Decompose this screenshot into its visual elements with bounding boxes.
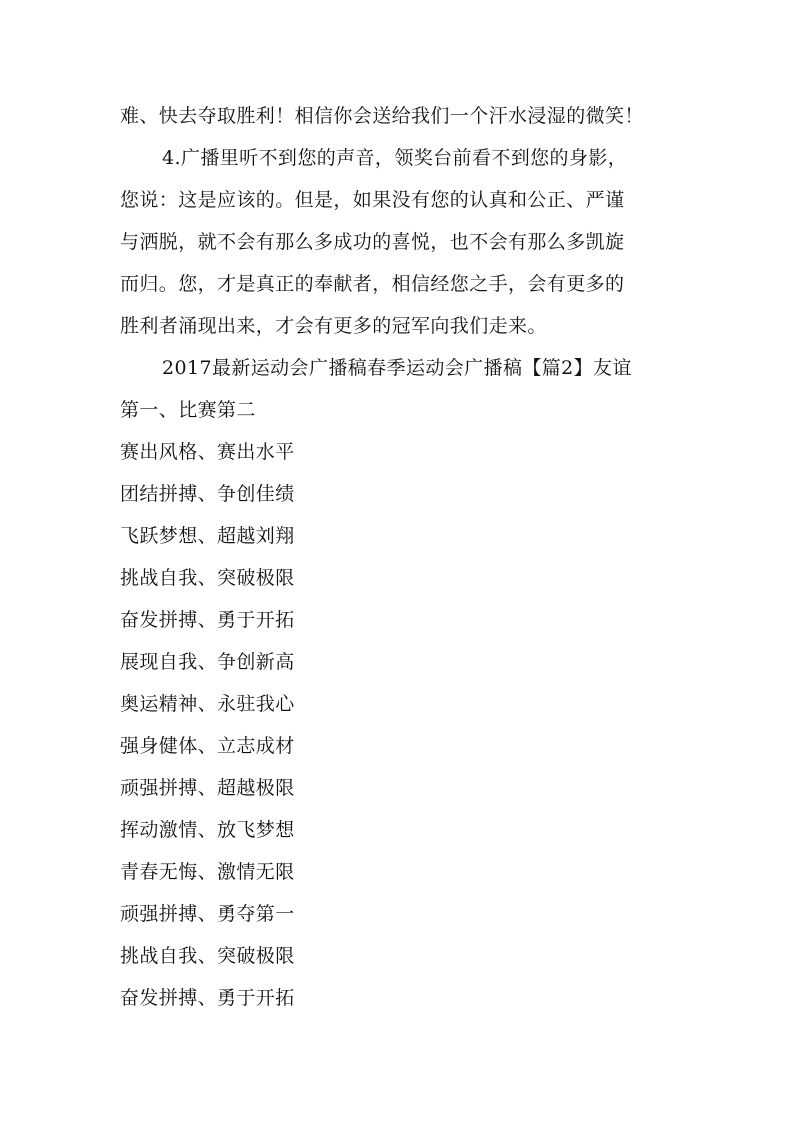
slogan-line: 奋发拼搏、勇于开拓 [120, 987, 295, 1009]
slogan-line: 奋发拼搏、勇于开拓 [120, 609, 295, 631]
paragraph-line-6: 胜利者涌现出来，才会有更多的冠军向我们走来。 [120, 315, 547, 337]
slogan-line: 第一、比赛第二 [120, 399, 256, 421]
slogan-line: 顽强拼搏、勇夺第一 [120, 903, 295, 925]
paragraph-line-3: 您说：这是应该的。但是，如果没有您的认真和公正、严谨 [120, 189, 625, 211]
paragraph-line-1: 难、快去夺取胜利！相信你会送给我们一个汗水浸湿的微笑！ [120, 105, 644, 127]
slogan-line: 团结拼搏、争创佳绩 [120, 483, 295, 505]
slogan-line: 奥运精神、永驻我心 [120, 693, 295, 715]
paragraph-line-4: 与洒脱，就不会有那么多成功的喜悦，也不会有那么多凯旋 [120, 231, 625, 253]
slogan-line: 赛出风格、赛出水平 [120, 441, 295, 463]
paragraph-line-2: 4.广播里听不到您的声音，领奖台前看不到您的身影， [162, 147, 628, 169]
slogan-line: 挑战自我、突破极限 [120, 567, 295, 589]
slogan-line: 展现自我、争创新高 [120, 651, 295, 673]
slogan-line: 顽强拼搏、超越极限 [120, 777, 295, 799]
section-heading-line: 2017最新运动会广播稿春季运动会广播稿【篇2】友谊 [162, 357, 632, 379]
slogan-line: 挑战自我、突破极限 [120, 945, 295, 967]
slogan-line: 挥动激情、放飞梦想 [120, 819, 295, 841]
slogan-line: 青春无悔、激情无限 [120, 861, 295, 883]
slogan-line: 飞跃梦想、超越刘翔 [120, 525, 295, 547]
slogan-line: 强身健体、立志成材 [120, 735, 295, 757]
paragraph-line-5: 而归。您，才是真正的奉献者，相信经您之手，会有更多的 [120, 273, 625, 295]
